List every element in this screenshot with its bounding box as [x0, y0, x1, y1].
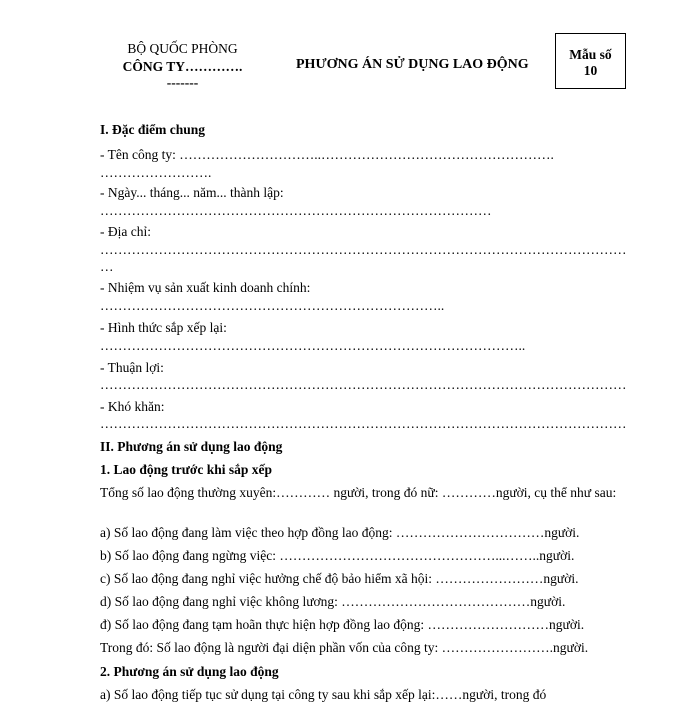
- field-founding-date: - Ngày... tháng... năm... thành lập:: [100, 185, 284, 200]
- ministry-name: BỘ QUỐC PHÒNG: [127, 41, 238, 56]
- field-address: - Địa chỉ:: [100, 224, 151, 239]
- item-d: d) Số lao động đang nghỉ việc không lương: ……………………………………người.: [100, 594, 566, 609]
- header-separator: -------: [166, 75, 199, 90]
- field-main-business: - Nhiệm vụ sản xuất kinh doanh chính:: [100, 280, 311, 295]
- item-c: c) Số lao động đang nghỉ việc hưởng chế độ bảo hiểm xã hội: ……………………người.: [100, 571, 579, 586]
- form-number-box: [555, 33, 626, 89]
- document-title: PHƯƠNG ÁN SỬ DỤNG LAO ĐỘNG: [296, 57, 529, 72]
- field-main-business-cont: …………………………………………………………………..: [100, 298, 445, 313]
- field-founding-date-cont: ……………………………………………………………………………: [100, 203, 492, 218]
- company-name: CÔNG TY………….: [122, 59, 243, 74]
- field-reorganization-form: - Hình thức sắp xếp lại:: [100, 320, 227, 335]
- form-number: 10: [583, 63, 598, 78]
- item-retained-workers: a) Số lao động tiếp tục sử dụng tại công ty sau khi sắp xếp lại:……người, trong đó: [100, 687, 547, 702]
- subsection-2-heading: 2. Phương án sử dụng lao động: [100, 664, 279, 679]
- field-company-name-cont: …………………….: [100, 165, 212, 180]
- section-1-heading: I. Đặc điểm chung: [100, 122, 206, 137]
- field-advantages-cont: ………………………………………………………………………………………………………: [100, 377, 627, 392]
- total-workers-text: Tổng số lao động thường xuyên:………… người, trong đó nữ: …………người, cụ thể như sau:: [100, 485, 617, 500]
- field-difficulties-cont: ………………………………………………………………………………………………………: [100, 416, 627, 431]
- field-reorganization-form-cont: …………………………………………………………………………………..: [100, 338, 526, 353]
- form-label: Mẫu số: [569, 47, 612, 62]
- field-company-name: - Tên công ty: …………………………..…………………………………………….: [100, 147, 554, 162]
- item-b: b) Số lao động đang ngừng việc: …………………………………………...……..người.: [100, 548, 575, 563]
- item-representatives: Trong đó: Số lao động là người đại diện phần vốn của công ty: …………………….người.: [100, 640, 589, 655]
- field-advantages: - Thuận lợi:: [100, 360, 164, 375]
- field-address-cont-2: …: [100, 259, 114, 274]
- item-dd: đ) Số lao động đang tạm hoãn thực hiện hợp đồng lao động: ………………………người.: [100, 617, 585, 632]
- subsection-1-heading: 1. Lao động trước khi sắp xếp: [100, 462, 272, 477]
- field-difficulties: - Khó khăn:: [100, 399, 165, 414]
- item-a: a) Số lao động đang làm việc theo hợp đồng lao động: ……………………………người.: [100, 525, 580, 540]
- section-2-heading: II. Phương án sử dụng lao động: [100, 439, 283, 454]
- header-left-block: [110, 40, 255, 90]
- field-address-cont: ………………………………………………………………………………………………………: [100, 242, 627, 257]
